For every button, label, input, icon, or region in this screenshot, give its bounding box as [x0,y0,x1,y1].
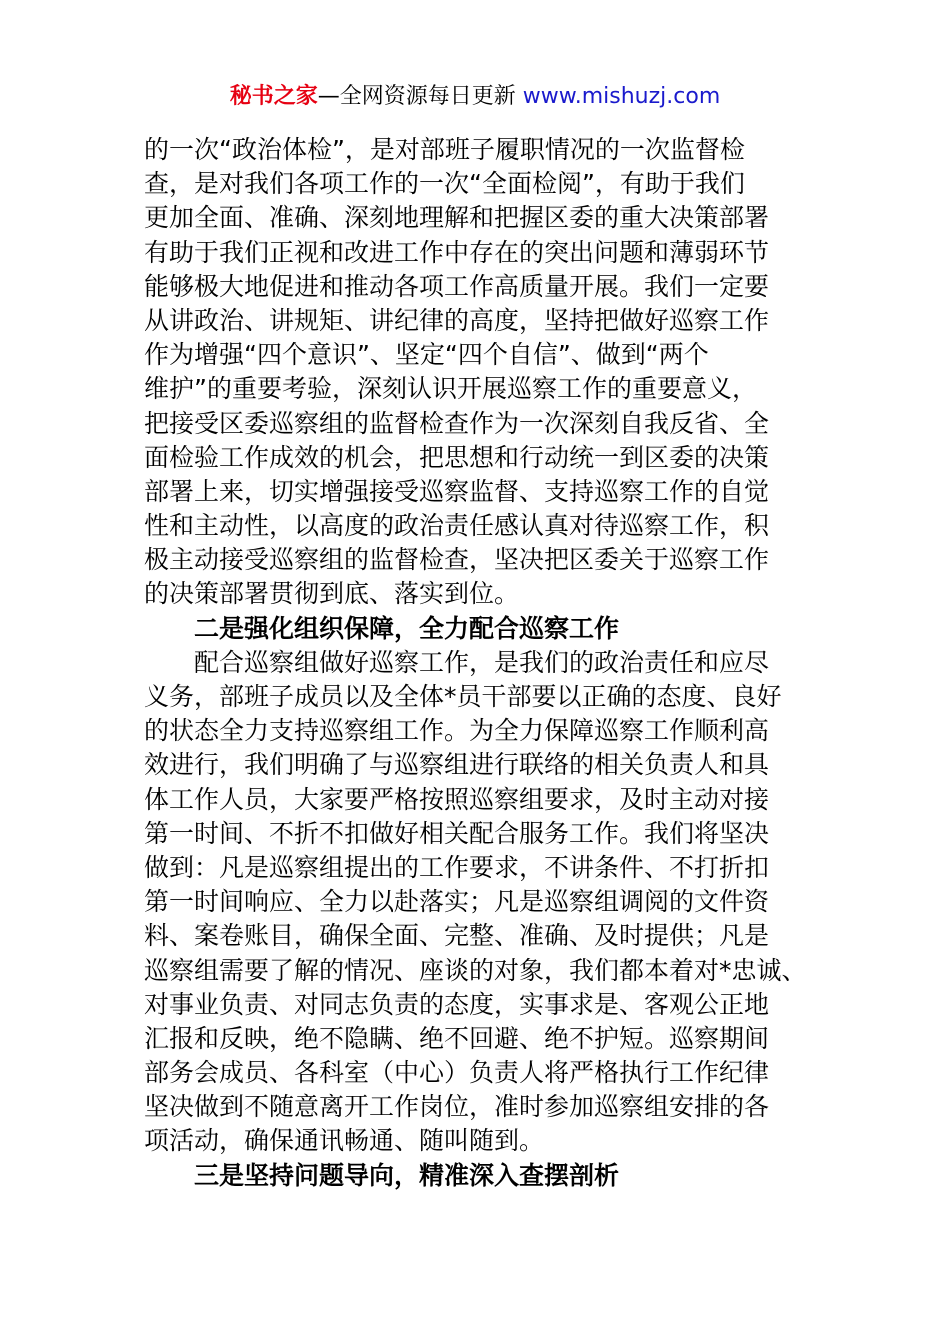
text-line: 的状态全力支持巡察组工作。为全力保障巡察工作顺利高 [144,716,770,746]
document-body [144,133,844,1193]
text-line: 更加全面、准确、深刻地理解和把握区委的重大决策部署 [144,203,770,233]
text-line: 体工作人员，大家要严格按照巡察组要求，及时主动对接 [144,784,770,814]
text-line: 性和主动性，以高度的政治责任感认真对待巡察工作，积 [144,511,770,541]
text-line: 料、案卷账目，确保全面、完整、准确、及时提供；凡是 [144,921,770,951]
text-line: 部务会成员、各科室（中心）负责人将严格执行工作纪律 [144,1058,770,1088]
header-tagline: —全网资源每日更新 [317,84,516,109]
brand-name: 秘书之家 [229,84,318,109]
site-header [0,80,950,114]
text-line: 巡察组需要了解的情况、座谈的对象，我们都本着对*忠诚、 [144,955,807,985]
section-heading: 三是坚持问题导向，精准深入查摆剖析 [194,1160,620,1190]
text-line: 对事业负责、对同志负责的态度，实事求是、客观公正地 [144,989,770,1019]
section-heading: 二是强化组织保障，全力配合巡察工作 [194,613,620,643]
text-line: 第一时间、不折不扣做好相关配合服务工作。我们将坚决 [144,818,770,848]
text-line: 查，是对我们各项工作的一次“全面检阅”，有助于我们 [144,169,745,199]
text-line: 从讲政治、讲规矩、讲纪律的高度，坚持把做好巡察工作 [144,305,770,335]
text-line: 的一次“政治体检”，是对部班子履职情况的一次监督检 [144,135,745,164]
site-url-link[interactable]: www.mishuzj.com [522,84,721,109]
text-line: 效进行，我们明确了与巡察组进行联络的相关负责人和具 [144,750,770,780]
text-line: 坚决做到不随意离开工作岗位，准时参加巡察组安排的各 [144,1092,770,1122]
text-line: 作为增强“四个意识”、坚定“四个自信”、做到“两个 [144,340,709,370]
text-line: 极主动接受巡察组的监督检查，坚决把区委关于巡察工作 [144,545,770,575]
text-line: 汇报和反映，绝不隐瞒、绝不回避、绝不护短。巡察期间 [144,1023,770,1053]
text-line: 面检验工作成效的机会，把思想和行动统一到区委的决策 [144,442,770,472]
text-line: 的决策部署贯彻到底、落实到位。 [144,579,520,609]
text-line: 配合巡察组做好巡察工作，是我们的政治责任和应尽 [194,647,770,677]
text-line: 部署上来，切实增强接受巡察监督、支持巡察工作的自觉 [144,476,770,506]
text-line: 项活动，确保通讯畅通、随叫随到。 [144,1126,545,1156]
text-line: 能够极大地促进和推动各项工作高质量开展。我们一定要 [144,271,770,301]
text-line: 义务，部班子成员以及全体*员干部要以正确的态度、良好 [144,682,782,711]
text-line: 维护”的重要考验，深刻认识开展巡察工作的重要意义， [144,374,757,404]
text-line: 第一时间响应、全力以赴落实；凡是巡察组调阅的文件资 [144,887,770,917]
text-line: 有助于我们正视和改进工作中存在的突出问题和薄弱环节 [144,237,770,267]
text-line: 把接受区委巡察组的监督检查作为一次深刻自我反省、全 [144,408,770,438]
text-line: 做到：凡是巡察组提出的工作要求，不讲条件、不打折扣 [144,852,770,882]
